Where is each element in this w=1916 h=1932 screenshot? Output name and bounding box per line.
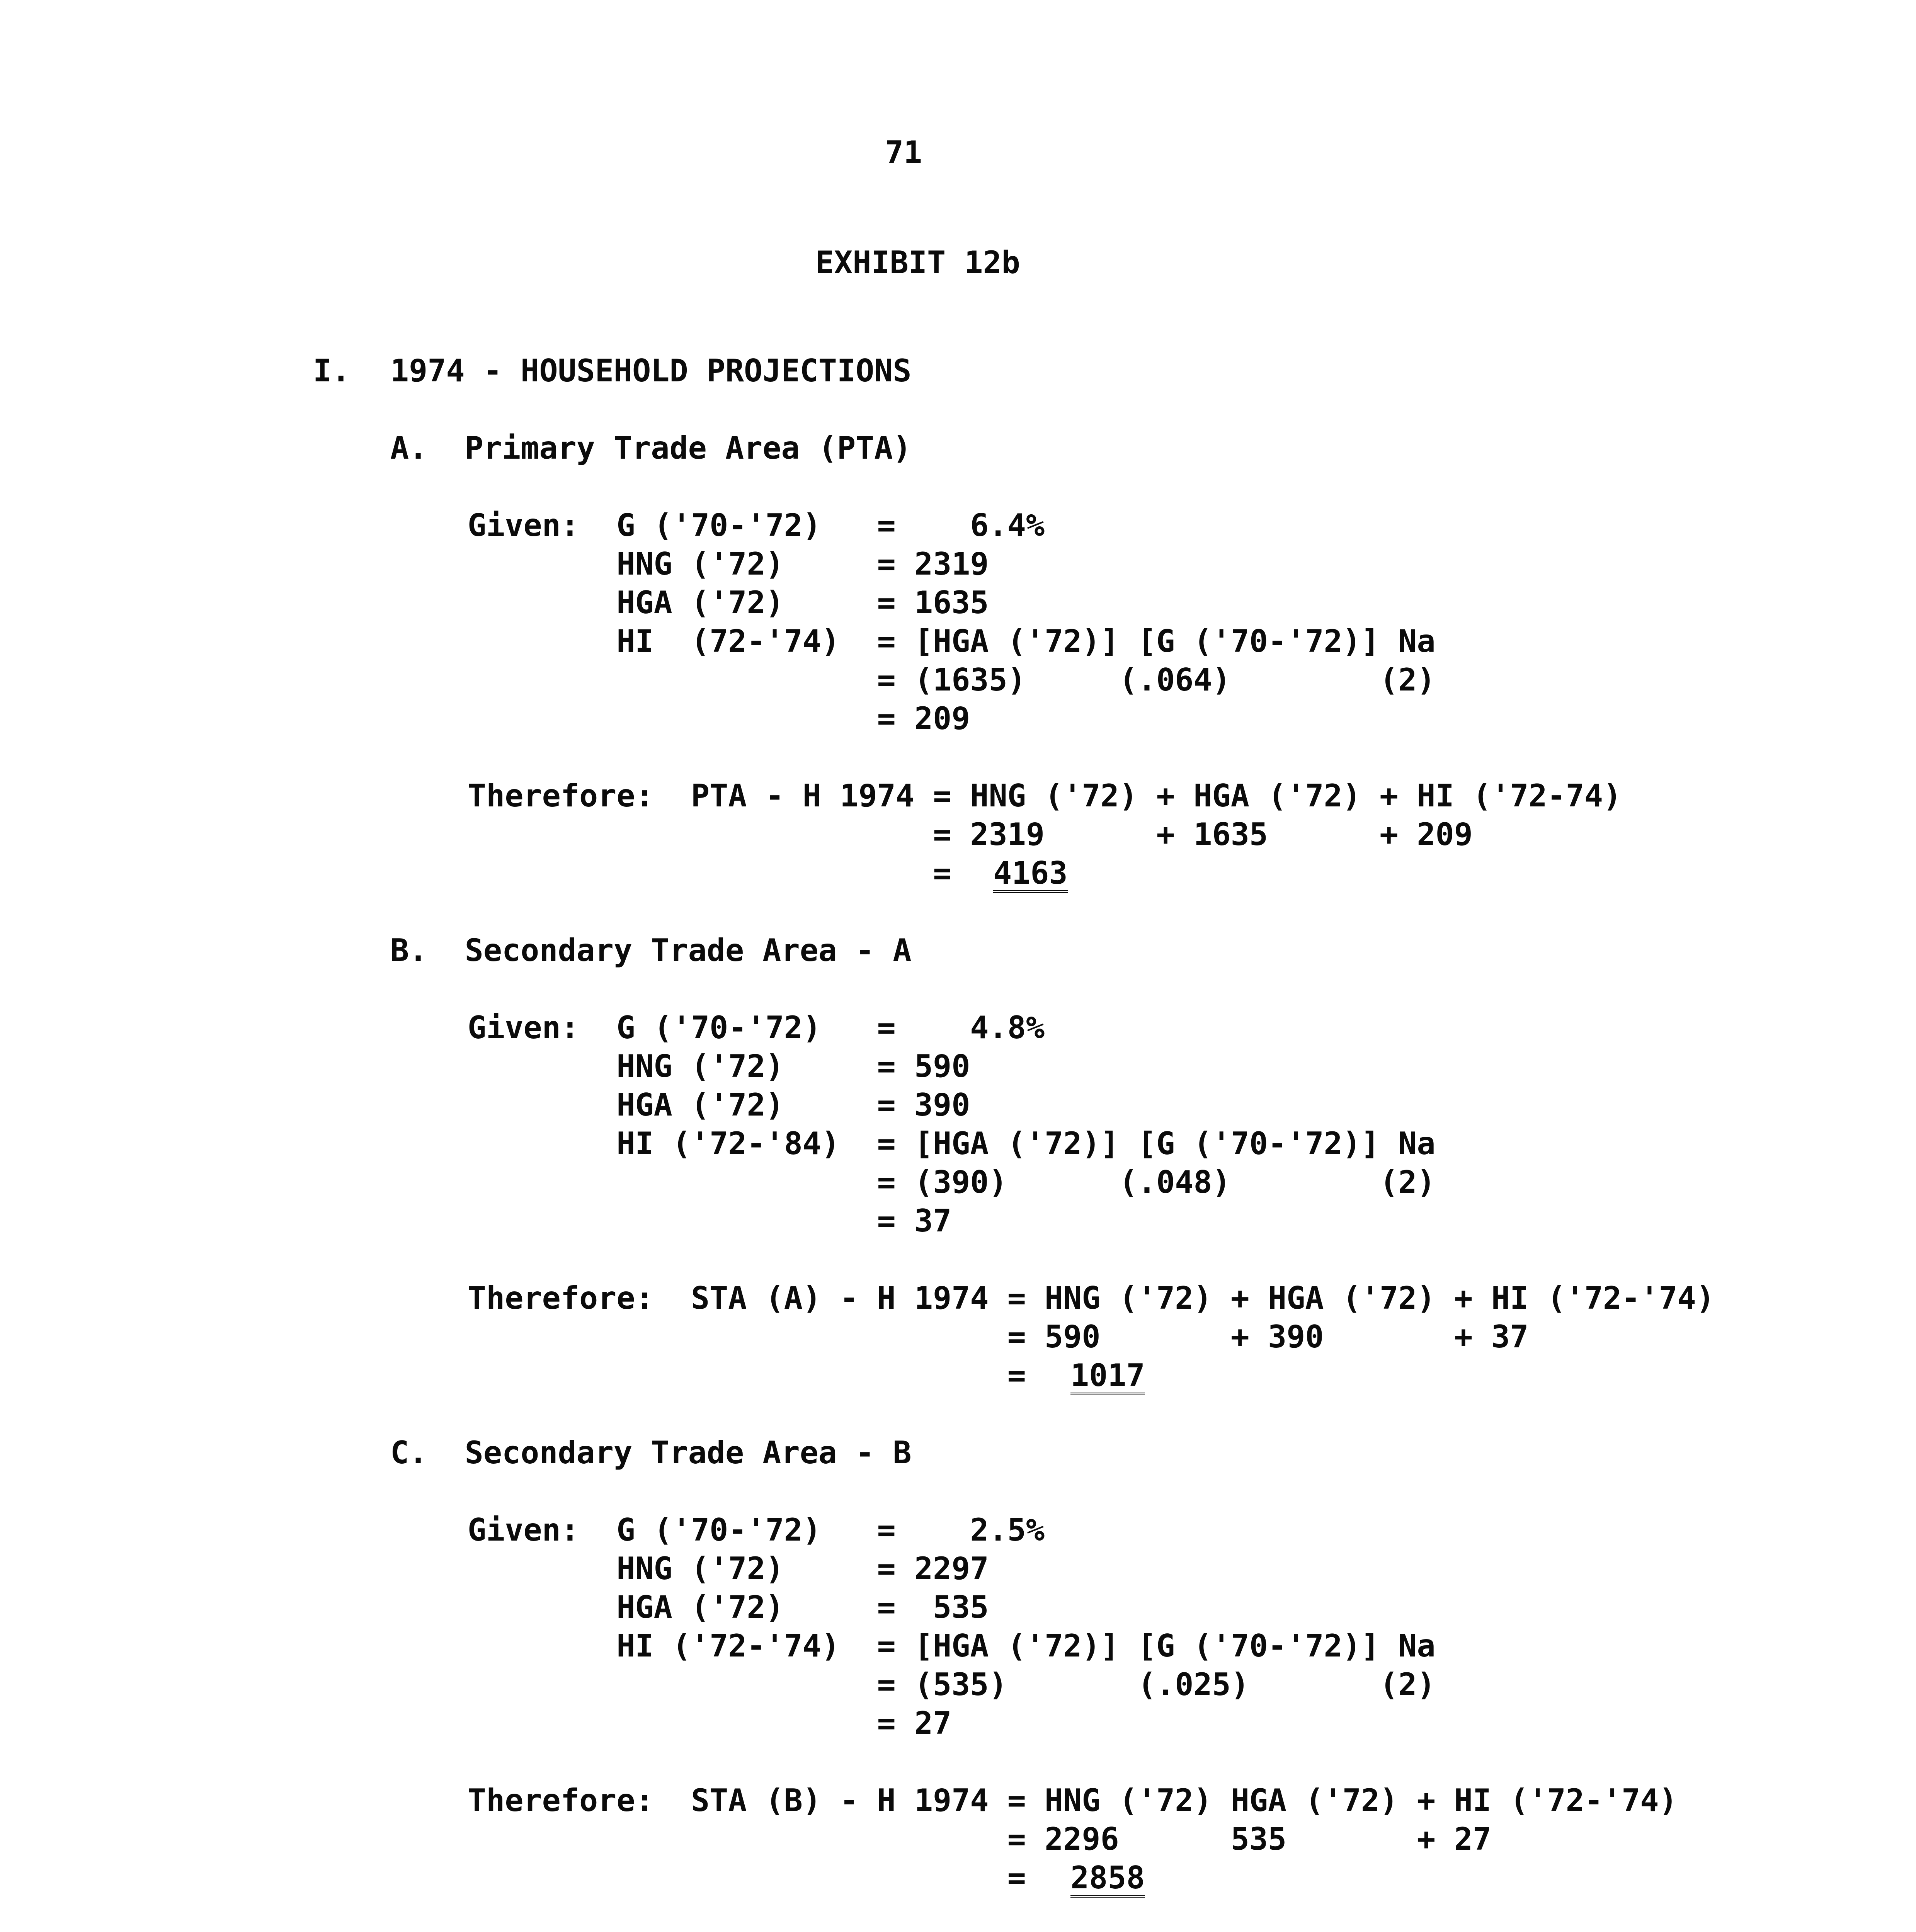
subsection-a-given-3: HGA ('72) = 1635 [468, 585, 989, 621]
subsection-c-heading: C. Secondary Trade Area - B [390, 1435, 912, 1471]
subsection-b-given-1: Given: G ('70-'72) = 4.8% [468, 1010, 1045, 1046]
subsection-b-given-2: HNG ('72) = 590 [468, 1048, 970, 1084]
subsection-c-given-6: = 27 [468, 1705, 952, 1741]
subsection-a-therefore-1: Therefore: PTA - H 1974 = HNG ('72) + HGA ('72) + HI ('72-74) [468, 778, 1622, 814]
subsection-c-therefore-2: = 2296 535 + 27 [468, 1821, 1492, 1857]
subsection-a-given-4: HI (72-'74) = [HGA ('72)] [G ('70-'72)] Na [468, 623, 1436, 659]
subsection-c-therefore-3: = [468, 1860, 1045, 1896]
subsection-b-given-6: = 37 [468, 1203, 952, 1239]
page-number: 71 [885, 134, 922, 170]
exhibit-title: EXHIBIT 12b [815, 245, 1020, 281]
subsection-c-given-4: HI ('72-'74) = [HGA ('72)] [G ('70-'72)] Na [468, 1628, 1436, 1664]
subsection-b-therefore-3: = [468, 1357, 1045, 1393]
subsection-a-therefore-2: = 2319 + 1635 + 209 [468, 816, 1473, 852]
subsection-a-total: 4163 [993, 858, 1068, 893]
subsection-c-given-5: = (535) (.025) (2) [468, 1667, 1436, 1702]
subsection-a-given-5: = (1635) (.064) (2) [468, 662, 1436, 698]
subsection-a-heading: A. Primary Trade Area (PTA) [390, 430, 912, 466]
subsection-a-given-2: HNG ('72) = 2319 [468, 546, 989, 582]
subsection-b-given-3: HGA ('72) = 390 [468, 1087, 970, 1123]
subsection-a-given-6: = 209 [468, 701, 970, 736]
subsection-b-given-4: HI ('72-'84) = [HGA ('72)] [G ('70-'72)] Na [468, 1126, 1436, 1162]
subsection-b-therefore-1: Therefore: STA (A) - H 1974 = HNG ('72) + HGA ('72) + HI ('72-'74) [468, 1280, 1715, 1316]
subsection-b-therefore-2: = 590 + 390 + 37 [468, 1319, 1529, 1355]
subsection-c-total: 2858 [1070, 1862, 1145, 1898]
subsection-c-given-1: Given: G ('70-'72) = 2.5% [468, 1512, 1045, 1548]
subsection-c-given-2: HNG ('72) = 2297 [468, 1551, 989, 1587]
subsection-c-therefore-1: Therefore: STA (B) - H 1974 = HNG ('72) HGA ('72) + HI ('72-'74) [468, 1782, 1678, 1818]
subsection-a-therefore-3: = [468, 855, 970, 891]
section-number: I. [313, 353, 351, 389]
subsection-b-heading: B. Secondary Trade Area - A [390, 932, 912, 968]
section-title: 1974 - HOUSEHOLD PROJECTIONS [390, 353, 912, 389]
subsection-a-given-1: Given: G ('70-'72) = 6.4% [468, 507, 1045, 543]
subsection-b-given-5: = (390) (.048) (2) [468, 1164, 1436, 1200]
subsection-b-total: 1017 [1070, 1360, 1145, 1395]
subsection-c-given-3: HGA ('72) = 535 [468, 1589, 989, 1625]
